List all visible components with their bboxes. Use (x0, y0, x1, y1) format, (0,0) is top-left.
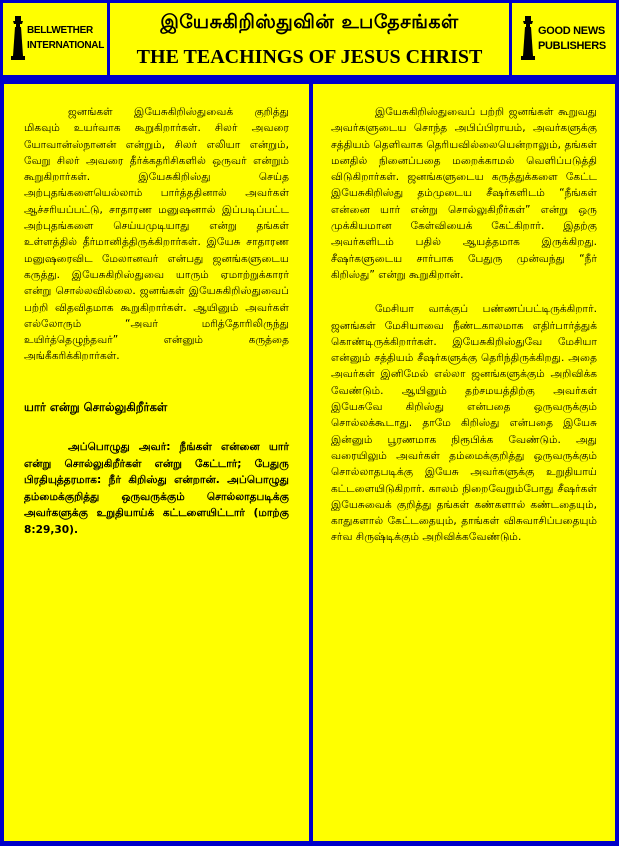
paragraph-spacer (331, 283, 597, 301)
left-column (4, 84, 309, 841)
left-paragraph-1: ஜனங்கள் இயேசுகிறிஸ்துவைக் குறித்து மிகவும் உயர்வாக கூறுகிறார்கள். சிலர் அவரை யோவான்ஸ்நானன் என்றும், சிலர் எலியா என்றும், வேறு சிலர் அவரை தீர்க்கதரிசிகளில் ஒருவர் என்றும் கூறுகிறார்கள். இயேசுகிறிஸ்து செய்த அற்புதங்களையெல்லாம் பார்த்ததினால் அவர்கள் ஆச்சரியப்பட்டு, சாதாரண மனுஷனால் இப்படிப்பட்ட அற்புதங்களை செய்யமுடியாது என்று தங்கள் உள்ளத்தில் தீர்மானித்திருக்கிறார்கள். இயேசு சாதாரண மனுஷரைவிட மேலானவர் என்பது ஜனங்களுடைய கருத்து. இயேசுகிறிஸ்துவை யாரும் ஏமாற்றுக்காரர் என்று சொல்லவில்லை. ஜனங்கள் இயேசுகிறிஸ்துவைப் பற்றி விதவிதமாக கூறுகிறார்கள். ஆயினும் அவர்கள் எல்லோரும் “அவர் மரித்தோரிலிருந்து உயிர்த்தெழுந்தவர்” என்னும் கருத்தை அங்கீகரிக்கிறார்கள். (24, 106, 289, 363)
good-news-logo (512, 3, 616, 75)
title-box (110, 3, 509, 75)
title-english: THE TEACHINGS OF JESUS CHRIST (136, 46, 483, 68)
scripture-quote: அப்பொழுது அவர்: நீங்கள் என்னை யார் என்று சொல்லுகிறீர்கள் என்று கேட்டார்; பேதுரு பிரதியுத்தரமாக: நீர் கிறிஸ்து என்றான். அப்பொழுது தம்மைக்குறித்து ஒருவருக்கும் சொல்லாதபடிக்கு அவர்களுக்கு உறுதியாய்க் கட்டளையிட்டார் (மாற்கு 8:29,30). (24, 441, 289, 537)
section-heading: யார் என்று சொல்லுகிறீர்கள் (24, 399, 168, 414)
right-paragraph-2: மேசியா வாக்குப் பண்ணப்பட்டிருக்கிறார். ஜனங்கள் மேசியாவை நீண்டகாலமாக எதிர்பார்த்துக் கொண்டிருக்கிறார்கள். இயேசுகிறிஸ்துவே மேசியா என்னும் சத்தியம் சீஷர்களுக்கு தெரிந்திருக்கிறது. அதை அவர்கள் இனிமேல் எல்லா ஜனங்களுக்கும் அறிவிக்க வேண்டும். ஆயினும் தற்சமயத்திற்கு அவர்கள் இயேசுவே கிறிஸ்து என்பதை ஒருவருக்கும் சொல்லக்கூடாது. தாமே கிறிஸ்து என்பதை இயேசு இன்னும் பூரணமாக நிரூபிக்க வேண்டும். அது வரையிலும் அவர்கள் தம்மைக்குறித்து ஒருவருக்கும் சொல்லாதபடிக்கு இயேசு அவர்களுக்கு உறுதியாய் கட்டளையிடுகிறார். காலம் நிறைவேறும்போது சீஷர்கள் இயேசுவைக் குறித்து தங்கள் கண்களால் கண்டதையும், காதுகளால் கேட்டதையும், தாங்கள் விசுவாசிப்பதையும் சர்வ சிருஷ்டிக்கும் அறிவிக்கவேண்டும். (331, 303, 597, 544)
logo-right-line2: PUBLISHERS (538, 40, 606, 52)
good-news-logo-text (538, 24, 606, 54)
bellwether-logo (3, 3, 107, 75)
header-banner (0, 0, 619, 78)
lighthouse-icon (10, 16, 26, 60)
right-column (313, 84, 615, 841)
logo-left-line2: INTERNATIONAL (27, 40, 105, 51)
logo-left-line1: BELLWETHER (27, 25, 93, 36)
bellwether-logo-text (27, 23, 104, 53)
lighthouse-icon (520, 16, 536, 60)
right-paragraph-1: இயேசுகிறிஸ்துவைப் பற்றி ஜனங்கள் கூறுவது அவர்களுடைய சொந்த அபிப்பிராயம், அவர்களுக்கு சத்தியம் தெளிவாக தெரியவில்லையென்றாலும், தங்கள் மனதில் நினைப்பதை மறைக்காமல் வெளிப்படுத்தி விடுகிறார்கள். ஜனங்களுடைய கருத்துக்களை கேட்ட இயேசுகிறிஸ்து தம்முடைய சீஷர்களிடம் “நீங்கள் என்னை யார் என்று சொல்லுகிறீர்கள்” என்று ஒரு முக்கியமான கேள்வியைக் கேட்கிறார். இதற்கு அவர்களிடம் பதில் ஆயத்தமாக இருக்கிறது. சீஷர்களுடைய சார்பாக பேதுரு முன்வந்து “நீர் கிறிஸ்து” என்று கூறுகிறான். (331, 106, 597, 281)
title-tamil: இயேசுகிறிஸ்துவின் உபதேசங்கள் (160, 11, 459, 33)
logo-right-line1: GOOD NEWS (538, 25, 605, 37)
